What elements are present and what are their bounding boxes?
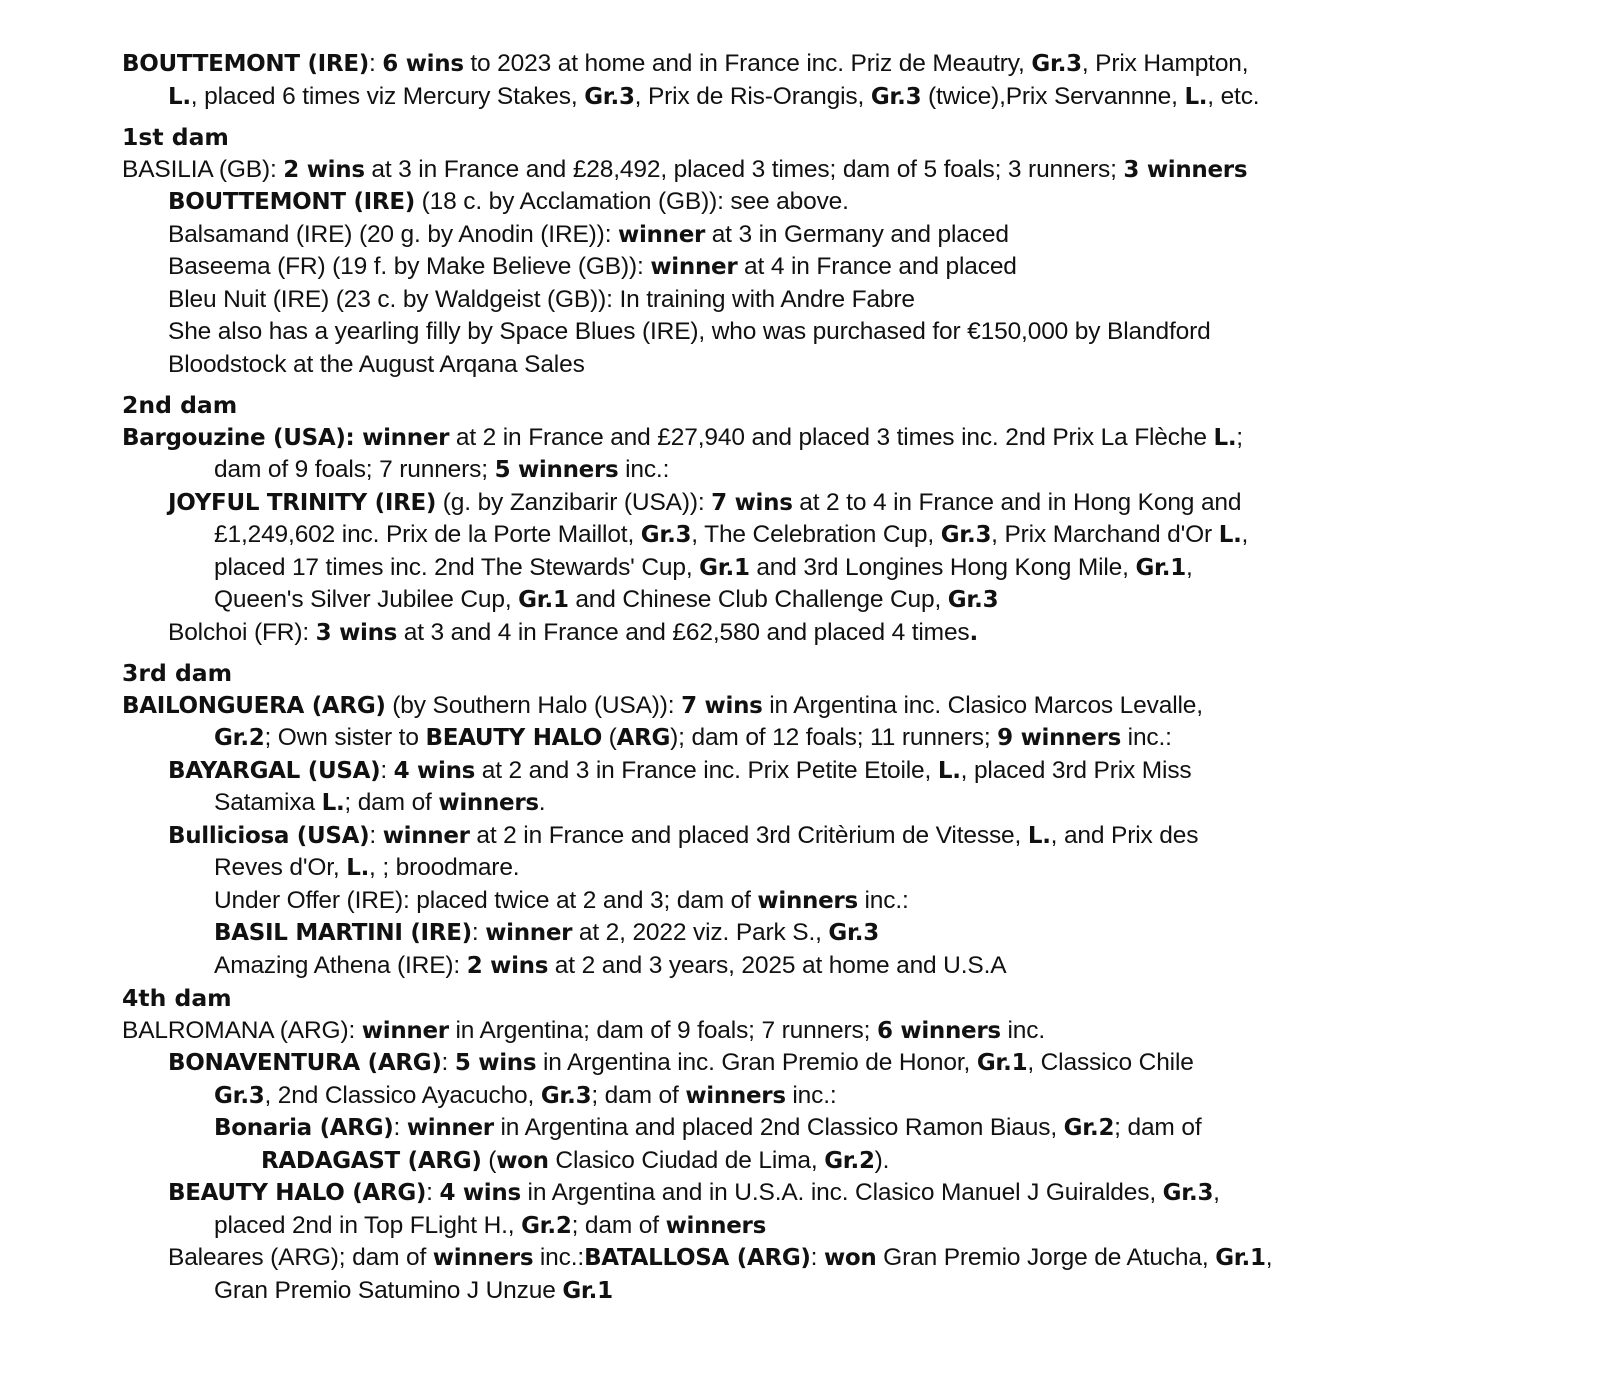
bold-text: Gr.3	[870, 83, 922, 110]
bold-text: ARG	[616, 725, 671, 751]
bold-text: Gr.1	[1215, 1245, 1266, 1271]
bold-text: Gr.3	[1162, 1180, 1214, 1206]
text-line	[122, 422, 1562, 455]
text-segment: Bolchoi (FR):	[168, 618, 316, 646]
text-line	[122, 154, 1562, 187]
text-line	[122, 487, 1562, 520]
text-line	[122, 1112, 1562, 1145]
bold-text: BEAUTY HALO (ARG)	[168, 1180, 427, 1206]
text-line	[122, 787, 1562, 820]
section-1st-dam	[122, 121, 1562, 381]
text-segment: , ; broodmare.	[369, 854, 520, 881]
section-heading: 4th dam	[122, 984, 232, 1012]
text-segment: , Classico Chile	[1027, 1049, 1194, 1076]
bold-text: 3 wins	[315, 619, 398, 646]
text-line	[122, 186, 1562, 219]
text-segment: at 2 to 4 in France and in Hong Kong and	[792, 488, 1242, 516]
text-segment: Reves d'Or,	[214, 854, 347, 881]
intro-block	[122, 48, 1562, 113]
text-line	[122, 251, 1562, 284]
text-line	[122, 617, 1562, 650]
bold-text: won	[496, 1147, 549, 1174]
text-segment: inc.:	[857, 886, 909, 914]
text-segment: ); dam of 12 foals; 11 runners;	[670, 724, 998, 751]
text-segment: BALROMANA (ARG):	[122, 1016, 362, 1044]
text-line	[122, 584, 1562, 617]
bold-text: L.	[1218, 522, 1242, 548]
text-segment: at 3 and 4 in France and £62,580 and placed 4 times	[397, 618, 970, 646]
text-segment: :	[810, 1244, 824, 1271]
bold-text: 2 wins	[283, 156, 365, 183]
text-segment: at 2 and 3 years, 2025 at home and U.S.A	[548, 951, 1007, 979]
text-segment: :	[471, 919, 486, 946]
text-segment: , Prix Marchand d'Or	[991, 521, 1219, 548]
text-segment: at 4 in France and placed	[737, 253, 1017, 280]
text-segment: at 2, 2022 viz. Park S.,	[572, 919, 829, 946]
text-segment: ,	[1185, 553, 1193, 581]
text-line	[122, 219, 1562, 252]
text-segment: in Argentina and placed 2nd Classico Ramon Biaus,	[493, 1114, 1064, 1141]
bold-text: Bargouzine (USA): winner	[122, 424, 450, 451]
text-line	[122, 48, 1562, 81]
bold-text: won	[823, 1245, 877, 1271]
text-line	[122, 1177, 1562, 1210]
text-segment: , placed 3rd Prix Miss	[960, 756, 1192, 784]
text-segment: and Chinese Club Challenge Cup,	[568, 586, 948, 613]
section-heading: 2nd dam	[122, 391, 238, 419]
text-line	[122, 454, 1562, 487]
bold-text: BAILONGUERA (ARG)	[122, 692, 386, 719]
text-segment: Under Offer (IRE): placed twice at 2 and 3; dam of	[214, 886, 758, 914]
bold-text: Gr.3	[214, 1082, 265, 1109]
text-segment: , and Prix des	[1050, 821, 1199, 849]
bold-text: BEAUTY HALO	[425, 725, 602, 751]
bold-text: Gr.3	[1031, 51, 1082, 77]
text-segment: £1,249,602 inc. Prix de la Porte Maillot,	[214, 521, 641, 548]
bold-text: winner	[382, 822, 470, 849]
text-segment: at 3 in France and £28,492, placed 3 times; dam of 5 foals; 3 runners;	[364, 155, 1124, 183]
text-segment: ;	[1236, 423, 1243, 451]
text-segment: ; dam of	[571, 1211, 666, 1239]
text-segment: at 2 in France and placed 3rd Critèrium de Vitesse,	[469, 821, 1028, 849]
text-segment: She also has a yearling filly by Space Blues (IRE), who was purchased for €150,000 by Blandford	[168, 318, 1211, 345]
text-segment: Amazing Athena (IRE):	[214, 951, 467, 979]
bold-text: 6 wins	[382, 51, 464, 77]
text-segment: ; Own sister to	[264, 724, 426, 751]
text-segment: ; dam of	[1114, 1114, 1202, 1141]
text-segment: Gran Premio Satumino J Unzue	[214, 1276, 563, 1304]
bold-text: Gr.1	[1135, 554, 1186, 581]
text-segment: (g. by Zanzibarir (USA)):	[436, 488, 712, 516]
text-segment: , Prix de Ris-Orangis,	[634, 82, 871, 110]
section-heading: 1st dam	[122, 123, 229, 151]
text-segment: :	[393, 1114, 407, 1141]
text-segment: :	[369, 821, 383, 849]
text-segment: inc.	[1000, 1016, 1045, 1044]
text-line	[122, 1047, 1562, 1080]
bold-text: 4 wins	[439, 1180, 521, 1206]
bold-text: L.	[937, 757, 961, 784]
text-line	[122, 1210, 1562, 1243]
bold-text: .	[969, 619, 978, 646]
text-segment: ,	[1265, 1244, 1273, 1271]
text-segment: Balsamand (IRE) (20 g. by Anodin (IRE)):	[168, 220, 619, 248]
bold-text: 4 wins	[393, 757, 476, 784]
text-segment: (	[481, 1146, 497, 1174]
bold-text: Gr.3	[940, 522, 992, 548]
text-line	[122, 950, 1562, 983]
text-segment: to 2023 at home and in France inc. Priz de Meautry,	[463, 50, 1032, 77]
bold-text: winner	[406, 1115, 494, 1141]
bold-text: BOUTTEMONT (IRE)	[168, 189, 415, 215]
text-segment: ; dam of	[344, 789, 439, 816]
text-segment: and 3rd Longines Hong Kong Mile,	[749, 553, 1136, 581]
bold-text: winners	[757, 887, 858, 914]
bold-text: L.	[346, 855, 370, 881]
text-segment: at 2 and 3 in France inc. Prix Petite Etoile,	[475, 756, 938, 784]
bold-text: Gr.3	[584, 83, 635, 110]
text-segment: (by Southern Halo (USA)):	[385, 691, 682, 719]
text-segment: Baseema (FR) (19 f. by Make Believe (GB)):	[168, 253, 651, 280]
bold-text: winners	[432, 1245, 534, 1271]
bold-text: Gr.1	[699, 554, 750, 581]
bold-text: L.	[1027, 822, 1051, 849]
bold-text: winner	[361, 1017, 449, 1044]
bold-text: L.	[1184, 83, 1208, 110]
bold-text: Gr.2	[1063, 1115, 1115, 1141]
bold-text: BASIL MARTINI (IRE)	[214, 920, 472, 946]
text-segment: at 3 in Germany and placed	[705, 220, 1009, 248]
bold-text: 2 wins	[466, 952, 549, 979]
bold-text: winners	[438, 790, 539, 816]
text-line	[122, 1015, 1562, 1048]
text-segment: inc.:	[1121, 724, 1172, 751]
text-line	[122, 1080, 1562, 1113]
bold-text: 9 winners	[997, 725, 1121, 751]
text-segment: , 2nd Classico Ayacucho,	[264, 1081, 541, 1109]
text-line	[122, 852, 1562, 885]
bold-text: RADAGAST (ARG)	[261, 1147, 482, 1174]
pedigree-document	[122, 48, 1562, 1307]
text-segment: (	[601, 724, 617, 751]
text-segment: , etc.	[1207, 82, 1260, 110]
text-segment: ).	[874, 1146, 890, 1174]
bold-text: 5 wins	[454, 1050, 537, 1076]
bold-text: L.	[1213, 424, 1237, 451]
text-line	[122, 316, 1562, 349]
text-line	[122, 722, 1562, 755]
text-segment: placed 2nd in Top FLight H.,	[214, 1211, 522, 1239]
text-segment: inc.:	[618, 456, 670, 483]
bold-text: 3 winners	[1123, 156, 1248, 183]
section-3rd-dam	[122, 657, 1562, 982]
text-line	[122, 917, 1562, 950]
text-segment: :	[426, 1179, 440, 1206]
text-segment: dam of 9 foals; 7 runners;	[214, 456, 495, 483]
bold-text: Gr.1	[562, 1277, 613, 1304]
bold-text: 7 wins	[681, 692, 763, 719]
bold-text: 7 wins	[711, 489, 793, 516]
text-line	[122, 519, 1562, 552]
bold-text: winner	[650, 254, 738, 280]
text-segment: , Prix Hampton,	[1081, 50, 1249, 77]
bold-text: Gr.1	[518, 587, 569, 613]
text-segment: in Argentina; dam of 9 foals; 7 runners;	[448, 1016, 877, 1044]
text-segment: Satamixa	[214, 789, 322, 816]
text-segment: :	[380, 756, 394, 784]
text-segment: Clasico Ciudad de Lima,	[548, 1146, 825, 1174]
text-segment: Baleares (ARG); dam of	[168, 1244, 433, 1271]
bold-text: 6 winners	[876, 1017, 1001, 1044]
section-2nd-dam	[122, 389, 1562, 649]
bold-text: Gr.2	[521, 1212, 572, 1239]
text-segment: in Argentina inc. Clasico Marcos Levalle,	[762, 691, 1203, 719]
text-segment: ,	[1241, 521, 1249, 548]
text-line	[122, 755, 1562, 788]
text-segment: (18 c. by Acclamation (GB)): see above.	[414, 188, 849, 215]
bold-text: winners	[685, 1082, 786, 1109]
bold-text: Bulliciosa (USA)	[168, 822, 370, 849]
text-line	[122, 552, 1562, 585]
text-segment: Bloodstock at the August Arqana Sales	[168, 350, 585, 378]
text-line	[122, 820, 1562, 853]
text-segment: inc.:	[785, 1081, 837, 1109]
bold-text: Gr.3	[540, 1082, 592, 1109]
bold-text: 5 winners	[494, 457, 619, 483]
section-4th-dam	[122, 982, 1562, 1307]
bold-text: JOYFUL TRINITY (IRE)	[168, 489, 437, 516]
text-segment: .	[538, 789, 546, 816]
text-line	[122, 1242, 1562, 1275]
bold-text: Gr.2	[824, 1147, 875, 1174]
text-segment: placed 17 times inc. 2nd The Stewards' Cup,	[214, 553, 700, 581]
text-segment: in Argentina inc. Gran Premio de Honor,	[536, 1049, 977, 1076]
text-segment: , placed 6 times viz Mercury Stakes,	[190, 82, 585, 110]
text-line	[122, 690, 1562, 723]
bold-text: Gr.1	[976, 1050, 1028, 1076]
bold-text: L.	[321, 790, 345, 816]
bold-text: winner	[618, 221, 706, 248]
text-segment: at 2 in France and £27,940 and placed 3 times inc. 2nd Prix La Flèche	[449, 423, 1214, 451]
bold-text: Gr.3	[947, 587, 999, 613]
text-line	[122, 1275, 1562, 1308]
text-segment: , The Celebration Cup,	[691, 521, 941, 548]
bold-text: BATALLOSA (ARG)	[584, 1245, 811, 1271]
text-segment: Gran Premio Jorge de Atucha,	[876, 1244, 1216, 1271]
text-segment: Bleu Nuit (IRE) (23 c. by Waldgeist (GB)): In training with Andre Fabre	[168, 285, 915, 313]
text-segment: ; dam of	[591, 1081, 686, 1109]
text-segment: in Argentina and in U.S.A. inc. Clasico Manuel J Guiraldes,	[520, 1179, 1163, 1206]
text-line	[122, 284, 1562, 317]
text-segment: BASILIA (GB):	[122, 155, 284, 183]
bold-text: Bonaria (ARG)	[214, 1115, 394, 1141]
text-line	[122, 1145, 1562, 1178]
text-line	[122, 81, 1562, 114]
bold-text: winners	[665, 1212, 766, 1239]
bold-text: BOUTTEMONT (IRE)	[122, 51, 369, 77]
text-line	[122, 349, 1562, 382]
bold-text: BAYARGAL (USA)	[168, 757, 381, 784]
bold-text: Gr.3	[828, 920, 879, 946]
text-segment: Queen's Silver Jubilee Cup,	[214, 586, 519, 613]
bold-text: winner	[485, 920, 573, 946]
bold-text: Gr.2	[214, 725, 265, 751]
bold-text: L.	[168, 83, 191, 110]
bold-text: BONAVENTURA (ARG)	[168, 1050, 442, 1076]
text-segment: :	[368, 50, 383, 77]
text-segment: :	[441, 1049, 455, 1076]
section-heading: 3rd dam	[122, 659, 233, 687]
text-segment: ,	[1213, 1179, 1220, 1206]
text-segment: (twice),Prix Servannne,	[921, 82, 1185, 110]
bold-text: Gr.3	[640, 522, 692, 548]
text-segment: inc.:	[533, 1244, 585, 1271]
text-line	[122, 885, 1562, 918]
